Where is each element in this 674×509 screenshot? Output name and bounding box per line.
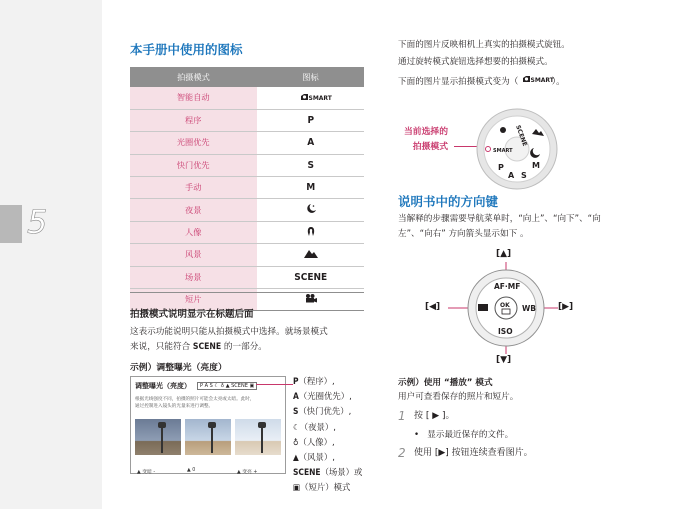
dial-callout-line: 当前选择的 <box>404 127 448 137</box>
nav-right-label: WB <box>522 304 536 313</box>
example-caption: ▲ 变亮 + <box>237 470 258 475</box>
program-mode-icon: P <box>257 109 364 131</box>
table-row <box>130 221 364 243</box>
icons-heading: 本手册中使用的图标 <box>130 42 243 57</box>
table-header-icon: 图标 <box>257 67 364 87</box>
table-row <box>130 266 364 288</box>
scene-mode-icon: SCENE <box>192 342 222 352</box>
example-heading: 示例）调整曝光（亮度） <box>130 363 227 373</box>
aperture-mode-icon: A <box>257 132 364 154</box>
table-row <box>130 154 364 176</box>
nav-left-key: [◀] <box>425 302 441 312</box>
example-box-desc-line: 根据光线强度不同，拍摄的照片可能会太亮或太暗。此时， <box>135 397 255 402</box>
mode-note-text: 的一部分。 <box>223 342 267 352</box>
step-number: 2 <box>398 446 406 460</box>
step-text: 使用 [▶] 按钮连续查看图片。 <box>414 448 533 458</box>
nav-display-icon <box>478 304 488 311</box>
callout-line <box>256 384 293 385</box>
step-text: 按 [ ▶ ]。 <box>414 411 455 421</box>
mode-list-item: A（光圈优先）, <box>293 391 352 402</box>
table-row <box>130 244 364 266</box>
intro-text: ）。 <box>551 76 565 87</box>
dial-m-label: M <box>532 161 540 170</box>
mode-name: 风景 <box>130 244 257 266</box>
step-bullet: • 显示最近保存的文件。 <box>414 430 514 440</box>
smart-mode-icon <box>257 87 364 109</box>
section-divider <box>130 292 364 293</box>
manual-mode-icon: M <box>257 177 364 199</box>
moon-icon <box>257 199 364 221</box>
portrait-icon <box>257 221 364 243</box>
dial-a-label: A <box>508 171 515 180</box>
dial-p-label: P <box>498 163 504 172</box>
nav-ok-label: OK <box>500 302 510 309</box>
table-row <box>130 132 364 154</box>
example-box-title: 调整曝光（亮度） <box>135 382 191 390</box>
dial-intro-line-3 <box>398 72 565 91</box>
example-photo-dark <box>135 419 181 455</box>
mode-list-item: ☾（夜景）, <box>293 421 336 432</box>
page-number: 5 <box>27 203 48 241</box>
dial-scene-label: SCENE <box>514 124 529 148</box>
mode-list-item: ♁（人像）, <box>293 436 335 447</box>
mode-name: 光圈优先 <box>130 132 257 154</box>
example-photo-bright <box>235 419 281 455</box>
intro-text: 下面的图片显示拍摄模式变为（ <box>398 76 519 87</box>
mode-note-line-2 <box>130 340 267 356</box>
nav-keys-heading: 说明书中的方向键 <box>398 194 499 209</box>
table-row <box>130 177 364 199</box>
mode-note-line-1: 这表示功能说明只能从拍摄模式中选择。就场景模式 <box>130 327 328 337</box>
mode-list-item: P（程序）, <box>293 376 335 386</box>
mode-note-text: 来说，只能符合 <box>130 342 191 352</box>
nav-bottom-label: ISO <box>498 327 513 336</box>
table-row <box>130 109 364 131</box>
example-box-desc-line: 通过控制进入镜头的光量来进行调整。 <box>135 404 214 409</box>
mode-name: 人像 <box>130 221 257 243</box>
nav-key-diagram <box>400 262 580 366</box>
example-box-mode-tags: P A S ☾ ♁ ▲ SCENE ▣ <box>197 382 257 390</box>
smart-mode-icon <box>521 72 554 91</box>
dial-intro-line-1: 下面的图片反映相机上真实的拍摄模式旋钮。 <box>398 40 570 50</box>
mode-name: 场景 <box>130 266 257 288</box>
nav-desc-line-1: 当解释的步骤需要导航菜单时，“向上”、“向下”、“向 <box>398 214 601 224</box>
mode-list <box>293 374 362 496</box>
example-caption: ▲ 0 <box>187 468 196 473</box>
dial-callout-label <box>398 125 448 155</box>
mode-dial <box>476 108 558 190</box>
dial-callout-line: 拍摄模式 <box>412 142 448 152</box>
example-box-desc <box>135 396 285 410</box>
mode-list-item: ▣（短片）模式 <box>293 482 351 493</box>
example-photo-normal <box>185 419 231 455</box>
playback-example-heading: 示例）使用 “播放” 模式 <box>398 378 493 388</box>
dial-movie-icon <box>500 127 506 133</box>
step-number: 1 <box>398 409 406 423</box>
dial-smart-label: SMART <box>493 148 513 154</box>
mode-note-heading: 拍摄模式说明显示在标题后面 <box>130 309 254 320</box>
mode-list-item: ▲（风景）, <box>293 452 335 463</box>
playback-example-desc: 用户可查看保存的照片和短片。 <box>398 392 519 402</box>
nav-up-key: [▲] <box>496 249 512 259</box>
scene-mode-icon: SCENE <box>257 266 364 288</box>
mode-list-item: S（快门优先）, <box>293 406 352 417</box>
page-tab-marker <box>0 205 22 243</box>
mode-name: 夜景 <box>130 199 257 221</box>
mode-name: 智能自动 <box>130 87 257 109</box>
mode-icon-table <box>130 67 364 311</box>
mode-name: 短片 <box>130 289 257 311</box>
dial-intro-line-2: 通过旋转模式旋钮选择想要的拍摄模式。 <box>398 57 553 67</box>
mode-name: 快门优先 <box>130 154 257 176</box>
mountain-icon <box>257 244 364 266</box>
nav-down-key: [▼] <box>496 355 512 365</box>
dial-s-label: S <box>521 171 527 180</box>
nav-top-label: AF·MF <box>494 282 521 291</box>
example-box <box>130 376 286 474</box>
mode-name: 手动 <box>130 177 257 199</box>
nav-desc-line-2: 左”、“向右” 方向箭头显示如下 。 <box>398 229 529 239</box>
mode-name: 程序 <box>130 109 257 131</box>
table-header-mode: 拍摄模式 <box>130 67 257 87</box>
mode-list-item: SCENE（场景）或 <box>293 467 363 478</box>
page-sidebar <box>0 0 102 509</box>
svg-text:SMART: SMART <box>530 77 554 84</box>
example-caption: ▲ 变暗 - <box>137 470 156 475</box>
svg-text:SMART: SMART <box>308 94 332 102</box>
shutter-mode-icon: S <box>257 154 364 176</box>
nav-right-key: [▶] <box>558 302 574 312</box>
table-row <box>130 199 364 221</box>
table-row <box>130 87 364 109</box>
